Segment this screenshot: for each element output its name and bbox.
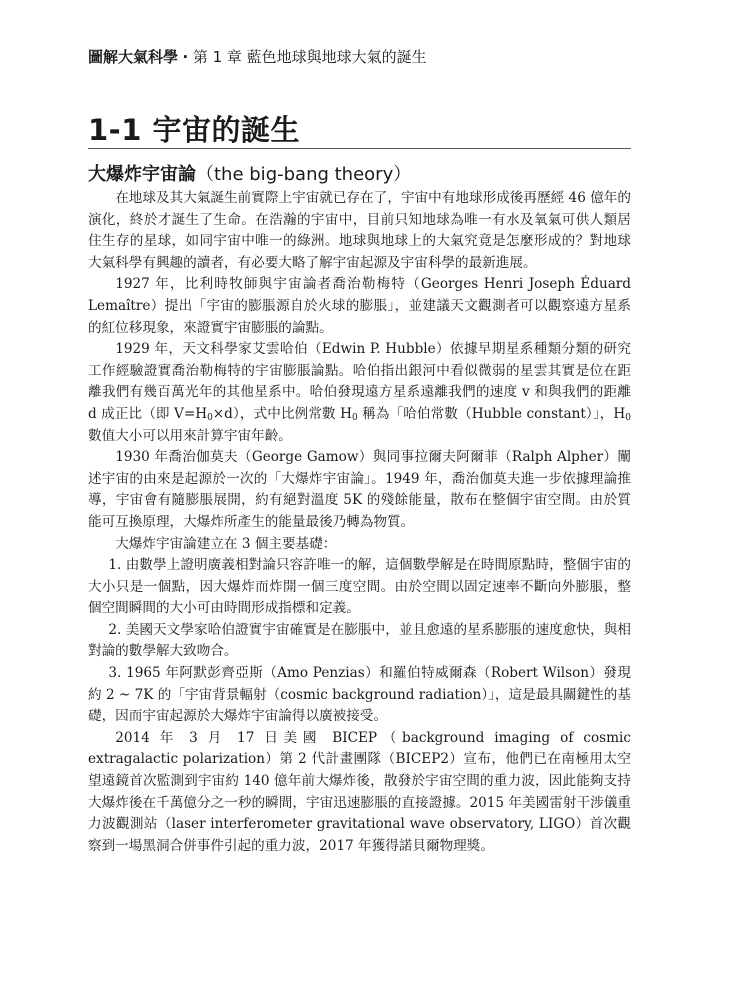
subsection-title-en: （the big-bang theory） <box>196 164 412 185</box>
list-item-1: 1. 由數學上證明廣義相對論只容許唯一的解，這個數學解是在時間原點時，整個宇宙的大小只是一個點，因大爆炸而炸開一個三度空間。由於空間以固定速率不斷向外膨脹，整個空間瞬間的大小可由時間形成指標和定義。 <box>88 557 631 617</box>
hubble-subscript-3: 0 <box>625 412 631 423</box>
body-text <box>88 188 631 857</box>
paragraph-lemaitre: 1927 年，比利時牧師與宇宙論者喬治勒梅特（Georges Henri Joseph Éduard Lemaître）提出「宇宙的膨脹源自於火球的膨脹」，並建議天文觀測者可以觀察遠方星系的紅位移現象，來證實宇宙膨脹的論點。 <box>88 276 631 336</box>
list-item-2: 2. 美國天文學家哈伯證實宇宙確實是在膨脹中，並且愈遠的星系膨脹的速度愈快，與相對論的數學解大致吻合。 <box>88 621 631 660</box>
paragraph-hubble <box>88 339 631 447</box>
subsection-title-zh: 大爆炸宇宙論 <box>88 164 196 185</box>
list-item-3: 3. 1965 年阿默彭齊亞斯（Amo Penzias）和羅伯特威爾森（Robert Wilson）發現約 2 ~ 7K 的「宇宙背景輻射（cosmic background radiation）」，這是最具關鍵性的基礎，因而宇宙起源於大爆炸宇宙論得以廣被接受。 <box>88 665 631 725</box>
hubble-text-1: 1929 年，天文科學家艾雲哈伯（Edwin P. Hubble）依據早期星系種類分類的研究工作經驗證實喬治勒梅特的宇宙膨脹論點。哈伯指出銀河中看似微弱的星雲其實是位在距離我們有幾百萬光年的其他星系中。哈伯發現遠方星系遠離我們的速度 v 和與我們的距離 d 成正比（即 V=H <box>88 341 631 422</box>
book-title: 圖解大氣科學 <box>88 48 179 66</box>
section-divider <box>88 148 631 149</box>
header-separator: ‧ <box>182 48 189 66</box>
hubble-text-3: 稱為「哈伯常數（Hubble constant）」，H <box>357 405 626 422</box>
hubble-subscript-1: 0 <box>207 412 213 423</box>
paragraph-gamow: 1930 年喬治伽莫夫（George Gamow）與同事拉爾夫阿爾菲（Ralph Alpher）闡述宇宙的由來是起源於一次的「大爆炸宇宙論」。1949 年，喬治伽莫夫進一步依據理論推導，宇宙會有隨膨脹展開，約有絕對溫度 5K 的殘餘能量，散布在整個宇宙空間。由於質能可互換原理，大爆炸所產生的能量最後乃轉為物質。 <box>88 449 631 530</box>
paragraph-intro: 在地球及其大氣誕生前實際上宇宙就已存在了，宇宙中有地球形成後再歷經 46 億年的演化，終於才誕生了生命。在浩瀚的宇宙中，目前只知地球為唯一有水及氧氣可供人類居住生存的星球，如同宇宙中唯一的綠洲。地球與地球上的大氣究竟是怎麼形成的？對地球大氣科學有興趣的讀者，有必要大略了解宇宙起源及宇宙科學的最新進展。 <box>88 190 631 271</box>
paragraph-foundations: 大爆炸宇宙論建立在 3 個主要基礎： <box>115 535 337 552</box>
section-title: 1-1 宇宙的誕生 <box>88 113 300 147</box>
paragraph-bicep: 2014 年 3 月 17 日美國 BICEP（background imaging of cosmic extragalactic polarization）第 2 代計畫團隊（BICEP2）宣布，他們已在南極用太空望遠鏡首次監測到宇宙約 140 億年前大爆炸後，散發於宇宙空間的重力波，因此能夠支持大爆炸後在千萬億分之一秒的瞬間，宇宙迅速膨脹的直接證據。2015 年美國雷射干涉儀重力波觀測站（laser interferometer gravitational wave observatory, LIGO）首次觀察到一場黑洞合併事件引起的重力波，2017 年獲得諾貝爾物理獎。 <box>88 729 631 854</box>
hubble-text-4: 數值大小可以用來計算宇宙年齡。 <box>88 427 292 444</box>
chapter-title: 第 1 章 藍色地球與地球大氣的誕生 <box>192 48 427 66</box>
hubble-text-2: ×d），式中比例常數 H <box>212 405 352 422</box>
hubble-subscript-2: 0 <box>352 412 358 423</box>
subsection-title <box>88 160 411 186</box>
running-header <box>88 46 427 67</box>
